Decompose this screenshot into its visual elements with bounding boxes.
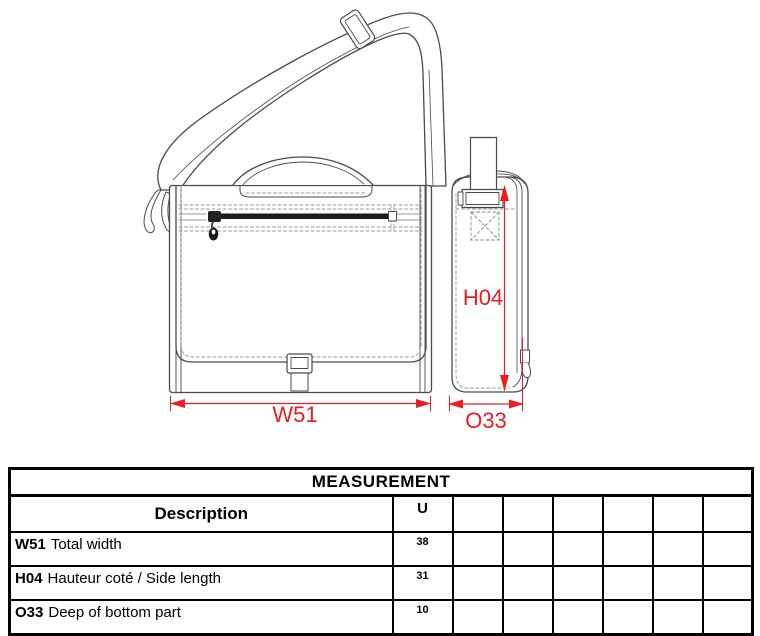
empty-cell [553,566,603,600]
bag-front-view [144,8,446,427]
measure-value: 38 [393,532,453,566]
clasp-buckle [287,354,312,391]
column-header-description: Description [10,496,393,533]
width-dimension-label: W51 [272,402,318,427]
empty-header-cell [603,496,653,533]
table-row-w51 [10,532,753,566]
empty-cell [553,532,603,566]
empty-cell [703,566,753,600]
table-header-row [10,496,753,533]
empty-cell [503,566,553,600]
depth-dimension-label: O33 [465,408,507,433]
measure-value: 10 [393,600,453,635]
empty-cell [653,600,703,635]
empty-cell [603,566,653,600]
empty-header-cell [653,496,703,533]
empty-cell [553,600,603,635]
empty-cell [703,532,753,566]
measure-code: H04 [15,570,43,587]
empty-cell [653,532,703,566]
empty-cell [453,600,503,635]
table-row-o33 [10,600,753,635]
measure-description: Total width [50,536,122,553]
measure-value: 31 [393,566,453,600]
table-title-row [10,469,753,496]
measure-description: Hauteur coté / Side length [47,570,221,587]
empty-cell [653,566,703,600]
empty-header-cell [553,496,603,533]
empty-header-cell [703,496,753,533]
height-dimension-label: H04 [462,285,504,310]
empty-cell [503,532,553,566]
empty-cell [453,566,503,600]
empty-cell [703,600,753,635]
measure-description: Deep of bottom part [48,604,181,621]
table-title: MEASUREMENT [10,469,753,496]
column-header-unit: U [393,496,453,533]
empty-header-cell [503,496,553,533]
empty-cell [453,532,503,566]
empty-cell [503,600,553,635]
measure-code: O33 [15,604,44,621]
bag-side-view [448,138,531,434]
table-row-h04 [10,566,753,600]
empty-cell [603,600,653,635]
measure-code: W51 [15,536,46,553]
w51-dimension [170,396,431,427]
empty-cell [603,532,653,566]
side-strap [458,138,503,208]
measurement-table [8,467,754,636]
empty-header-cell [453,496,503,533]
